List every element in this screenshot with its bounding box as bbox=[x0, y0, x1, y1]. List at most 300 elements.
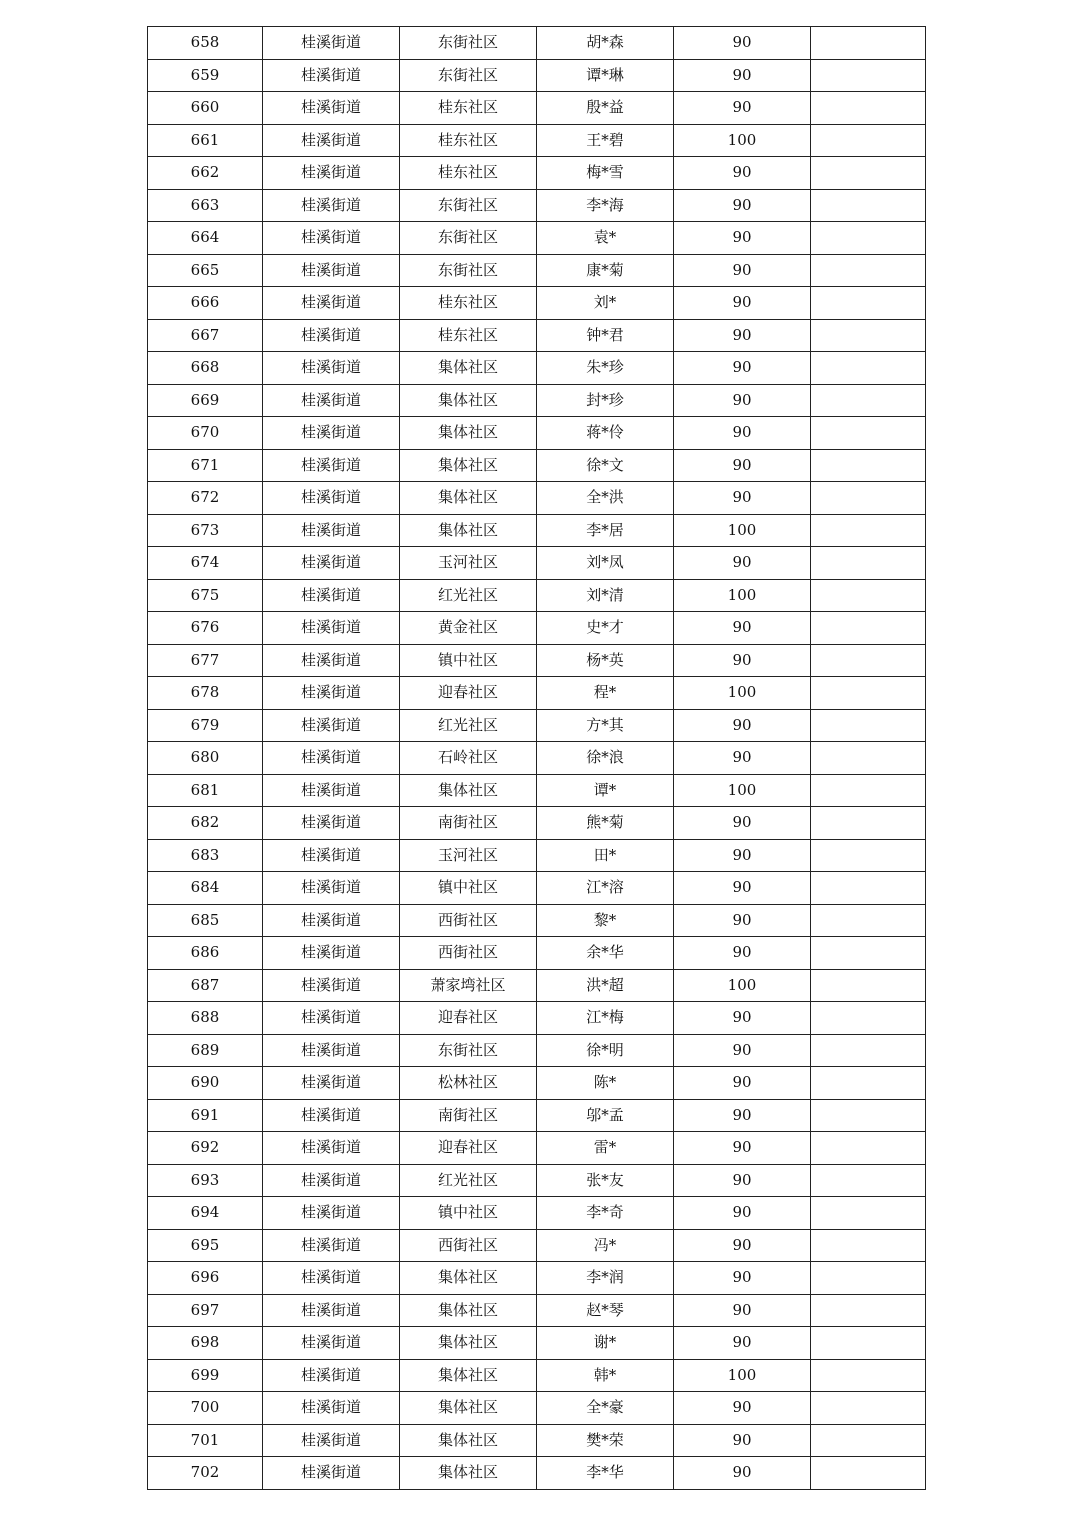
row-number-cell: 696 bbox=[148, 1262, 263, 1295]
table-row bbox=[148, 1457, 926, 1490]
score-cell: 90 bbox=[674, 1262, 811, 1295]
table-row bbox=[148, 742, 926, 775]
score-cell: 90 bbox=[674, 1099, 811, 1132]
remark-cell bbox=[811, 1132, 926, 1165]
remark-cell bbox=[811, 1457, 926, 1490]
name-cell: 袁* bbox=[537, 222, 674, 255]
street-cell: 桂溪街道 bbox=[263, 1392, 400, 1425]
community-cell: 南街社区 bbox=[400, 1099, 537, 1132]
street-cell: 桂溪街道 bbox=[263, 1197, 400, 1230]
score-cell: 90 bbox=[674, 872, 811, 905]
community-cell: 集体社区 bbox=[400, 1392, 537, 1425]
street-cell: 桂溪街道 bbox=[263, 937, 400, 970]
name-cell: 刘*清 bbox=[537, 579, 674, 612]
street-cell: 桂溪街道 bbox=[263, 189, 400, 222]
row-number-cell: 675 bbox=[148, 579, 263, 612]
score-cell: 90 bbox=[674, 839, 811, 872]
name-cell: 田* bbox=[537, 839, 674, 872]
name-cell: 陈* bbox=[537, 1067, 674, 1100]
row-number-cell: 674 bbox=[148, 547, 263, 580]
table-row bbox=[148, 1424, 926, 1457]
remark-cell bbox=[811, 449, 926, 482]
name-cell: 黎* bbox=[537, 904, 674, 937]
table-row bbox=[148, 27, 926, 60]
score-cell: 90 bbox=[674, 1392, 811, 1425]
table-row bbox=[148, 319, 926, 352]
remark-cell bbox=[811, 352, 926, 385]
table-row bbox=[148, 1099, 926, 1132]
table-row bbox=[148, 59, 926, 92]
community-cell: 桂东社区 bbox=[400, 157, 537, 190]
table-row bbox=[148, 222, 926, 255]
remark-cell bbox=[811, 612, 926, 645]
community-cell: 东街社区 bbox=[400, 254, 537, 287]
remark-cell bbox=[811, 157, 926, 190]
roster-table-body bbox=[148, 27, 926, 1490]
street-cell: 桂溪街道 bbox=[263, 839, 400, 872]
remark-cell bbox=[811, 839, 926, 872]
row-number-cell: 678 bbox=[148, 677, 263, 710]
remark-cell bbox=[811, 1099, 926, 1132]
remark-cell bbox=[811, 384, 926, 417]
remark-cell bbox=[811, 254, 926, 287]
community-cell: 萧家塆社区 bbox=[400, 969, 537, 1002]
score-cell: 90 bbox=[674, 189, 811, 222]
row-number-cell: 668 bbox=[148, 352, 263, 385]
remark-cell bbox=[811, 969, 926, 1002]
name-cell: 张*友 bbox=[537, 1164, 674, 1197]
name-cell: 余*华 bbox=[537, 937, 674, 970]
table-row bbox=[148, 839, 926, 872]
remark-cell bbox=[811, 92, 926, 125]
remark-cell bbox=[811, 189, 926, 222]
score-cell: 100 bbox=[674, 124, 811, 157]
score-cell: 90 bbox=[674, 1197, 811, 1230]
row-number-cell: 686 bbox=[148, 937, 263, 970]
remark-cell bbox=[811, 547, 926, 580]
row-number-cell: 684 bbox=[148, 872, 263, 905]
table-row bbox=[148, 417, 926, 450]
street-cell: 桂溪街道 bbox=[263, 92, 400, 125]
street-cell: 桂溪街道 bbox=[263, 709, 400, 742]
name-cell: 胡*森 bbox=[537, 27, 674, 60]
table-row bbox=[148, 384, 926, 417]
community-cell: 迎春社区 bbox=[400, 677, 537, 710]
community-cell: 东街社区 bbox=[400, 27, 537, 60]
score-cell: 90 bbox=[674, 352, 811, 385]
community-cell: 集体社区 bbox=[400, 1262, 537, 1295]
score-cell: 90 bbox=[674, 157, 811, 190]
community-cell: 镇中社区 bbox=[400, 644, 537, 677]
row-number-cell: 701 bbox=[148, 1424, 263, 1457]
table-row bbox=[148, 124, 926, 157]
score-cell: 90 bbox=[674, 384, 811, 417]
remark-cell bbox=[811, 677, 926, 710]
row-number-cell: 691 bbox=[148, 1099, 263, 1132]
street-cell: 桂溪街道 bbox=[263, 612, 400, 645]
remark-cell bbox=[811, 1229, 926, 1262]
name-cell: 李*海 bbox=[537, 189, 674, 222]
remark-cell bbox=[811, 319, 926, 352]
score-cell: 100 bbox=[674, 1359, 811, 1392]
table-row bbox=[148, 1294, 926, 1327]
score-cell: 90 bbox=[674, 742, 811, 775]
row-number-cell: 677 bbox=[148, 644, 263, 677]
community-cell: 集体社区 bbox=[400, 1457, 537, 1490]
community-cell: 集体社区 bbox=[400, 1327, 537, 1360]
score-cell: 90 bbox=[674, 547, 811, 580]
row-number-cell: 690 bbox=[148, 1067, 263, 1100]
street-cell: 桂溪街道 bbox=[263, 1164, 400, 1197]
community-cell: 迎春社区 bbox=[400, 1002, 537, 1035]
table-row bbox=[148, 904, 926, 937]
community-cell: 西街社区 bbox=[400, 1229, 537, 1262]
row-number-cell: 669 bbox=[148, 384, 263, 417]
street-cell: 桂溪街道 bbox=[263, 384, 400, 417]
row-number-cell: 695 bbox=[148, 1229, 263, 1262]
score-cell: 90 bbox=[674, 449, 811, 482]
row-number-cell: 700 bbox=[148, 1392, 263, 1425]
row-number-cell: 683 bbox=[148, 839, 263, 872]
community-cell: 集体社区 bbox=[400, 1294, 537, 1327]
community-cell: 集体社区 bbox=[400, 1424, 537, 1457]
score-cell: 90 bbox=[674, 1067, 811, 1100]
row-number-cell: 685 bbox=[148, 904, 263, 937]
street-cell: 桂溪街道 bbox=[263, 1457, 400, 1490]
row-number-cell: 682 bbox=[148, 807, 263, 840]
remark-cell bbox=[811, 742, 926, 775]
community-cell: 集体社区 bbox=[400, 514, 537, 547]
table-row bbox=[148, 254, 926, 287]
street-cell: 桂溪街道 bbox=[263, 27, 400, 60]
name-cell: 江*溶 bbox=[537, 872, 674, 905]
name-cell: 冯* bbox=[537, 1229, 674, 1262]
street-cell: 桂溪街道 bbox=[263, 319, 400, 352]
remark-cell bbox=[811, 1164, 926, 1197]
street-cell: 桂溪街道 bbox=[263, 287, 400, 320]
score-cell: 100 bbox=[674, 514, 811, 547]
community-cell: 玉河社区 bbox=[400, 839, 537, 872]
score-cell: 90 bbox=[674, 1294, 811, 1327]
table-row bbox=[148, 1229, 926, 1262]
remark-cell bbox=[811, 124, 926, 157]
score-cell: 90 bbox=[674, 612, 811, 645]
remark-cell bbox=[811, 579, 926, 612]
score-cell: 90 bbox=[674, 1327, 811, 1360]
table-row bbox=[148, 189, 926, 222]
row-number-cell: 658 bbox=[148, 27, 263, 60]
name-cell: 李*居 bbox=[537, 514, 674, 547]
street-cell: 桂溪街道 bbox=[263, 1034, 400, 1067]
remark-cell bbox=[811, 1359, 926, 1392]
name-cell: 梅*雪 bbox=[537, 157, 674, 190]
score-cell: 90 bbox=[674, 807, 811, 840]
row-number-cell: 693 bbox=[148, 1164, 263, 1197]
table-row bbox=[148, 807, 926, 840]
row-number-cell: 680 bbox=[148, 742, 263, 775]
community-cell: 集体社区 bbox=[400, 417, 537, 450]
community-cell: 西街社区 bbox=[400, 937, 537, 970]
score-cell: 100 bbox=[674, 774, 811, 807]
row-number-cell: 687 bbox=[148, 969, 263, 1002]
community-cell: 黄金社区 bbox=[400, 612, 537, 645]
score-cell: 90 bbox=[674, 1457, 811, 1490]
score-cell: 90 bbox=[674, 644, 811, 677]
score-cell: 90 bbox=[674, 709, 811, 742]
row-number-cell: 659 bbox=[148, 59, 263, 92]
street-cell: 桂溪街道 bbox=[263, 579, 400, 612]
community-cell: 石岭社区 bbox=[400, 742, 537, 775]
score-cell: 90 bbox=[674, 1132, 811, 1165]
name-cell: 朱*珍 bbox=[537, 352, 674, 385]
score-cell: 90 bbox=[674, 1034, 811, 1067]
street-cell: 桂溪街道 bbox=[263, 904, 400, 937]
score-cell: 90 bbox=[674, 482, 811, 515]
community-cell: 集体社区 bbox=[400, 384, 537, 417]
community-cell: 镇中社区 bbox=[400, 872, 537, 905]
community-cell: 桂东社区 bbox=[400, 92, 537, 125]
table-row bbox=[148, 92, 926, 125]
score-cell: 100 bbox=[674, 579, 811, 612]
table-row bbox=[148, 1392, 926, 1425]
name-cell: 徐*明 bbox=[537, 1034, 674, 1067]
street-cell: 桂溪街道 bbox=[263, 417, 400, 450]
street-cell: 桂溪街道 bbox=[263, 547, 400, 580]
community-cell: 东街社区 bbox=[400, 1034, 537, 1067]
name-cell: 全*洪 bbox=[537, 482, 674, 515]
name-cell: 方*其 bbox=[537, 709, 674, 742]
street-cell: 桂溪街道 bbox=[263, 1067, 400, 1100]
street-cell: 桂溪街道 bbox=[263, 1002, 400, 1035]
street-cell: 桂溪街道 bbox=[263, 352, 400, 385]
street-cell: 桂溪街道 bbox=[263, 449, 400, 482]
name-cell: 全*豪 bbox=[537, 1392, 674, 1425]
row-number-cell: 661 bbox=[148, 124, 263, 157]
score-cell: 100 bbox=[674, 677, 811, 710]
row-number-cell: 698 bbox=[148, 1327, 263, 1360]
score-cell: 90 bbox=[674, 1002, 811, 1035]
row-number-cell: 694 bbox=[148, 1197, 263, 1230]
row-number-cell: 697 bbox=[148, 1294, 263, 1327]
street-cell: 桂溪街道 bbox=[263, 1327, 400, 1360]
row-number-cell: 673 bbox=[148, 514, 263, 547]
table-row bbox=[148, 709, 926, 742]
community-cell: 东街社区 bbox=[400, 222, 537, 255]
street-cell: 桂溪街道 bbox=[263, 157, 400, 190]
name-cell: 谭* bbox=[537, 774, 674, 807]
remark-cell bbox=[811, 1262, 926, 1295]
name-cell: 殷*益 bbox=[537, 92, 674, 125]
street-cell: 桂溪街道 bbox=[263, 969, 400, 1002]
row-number-cell: 664 bbox=[148, 222, 263, 255]
community-cell: 红光社区 bbox=[400, 1164, 537, 1197]
row-number-cell: 660 bbox=[148, 92, 263, 125]
row-number-cell: 679 bbox=[148, 709, 263, 742]
row-number-cell: 699 bbox=[148, 1359, 263, 1392]
table-row bbox=[148, 287, 926, 320]
table-row bbox=[148, 969, 926, 1002]
table-row bbox=[148, 1132, 926, 1165]
score-cell: 90 bbox=[674, 319, 811, 352]
street-cell: 桂溪街道 bbox=[263, 254, 400, 287]
row-number-cell: 666 bbox=[148, 287, 263, 320]
name-cell: 封*珍 bbox=[537, 384, 674, 417]
remark-cell bbox=[811, 59, 926, 92]
row-number-cell: 689 bbox=[148, 1034, 263, 1067]
table-row bbox=[148, 547, 926, 580]
table-row bbox=[148, 1197, 926, 1230]
score-cell: 90 bbox=[674, 222, 811, 255]
table-row bbox=[148, 579, 926, 612]
name-cell: 程* bbox=[537, 677, 674, 710]
table-row bbox=[148, 157, 926, 190]
name-cell: 刘*凤 bbox=[537, 547, 674, 580]
remark-cell bbox=[811, 937, 926, 970]
street-cell: 桂溪街道 bbox=[263, 1229, 400, 1262]
street-cell: 桂溪街道 bbox=[263, 644, 400, 677]
remark-cell bbox=[811, 417, 926, 450]
name-cell: 樊*荣 bbox=[537, 1424, 674, 1457]
street-cell: 桂溪街道 bbox=[263, 1262, 400, 1295]
remark-cell bbox=[811, 807, 926, 840]
community-cell: 集体社区 bbox=[400, 449, 537, 482]
row-number-cell: 665 bbox=[148, 254, 263, 287]
street-cell: 桂溪街道 bbox=[263, 742, 400, 775]
remark-cell bbox=[811, 872, 926, 905]
remark-cell bbox=[811, 709, 926, 742]
table-row bbox=[148, 872, 926, 905]
row-number-cell: 672 bbox=[148, 482, 263, 515]
community-cell: 集体社区 bbox=[400, 482, 537, 515]
name-cell: 江*梅 bbox=[537, 1002, 674, 1035]
table-row bbox=[148, 1359, 926, 1392]
table-row bbox=[148, 774, 926, 807]
score-cell: 90 bbox=[674, 27, 811, 60]
table-row bbox=[148, 1327, 926, 1360]
community-cell: 红光社区 bbox=[400, 709, 537, 742]
remark-cell bbox=[811, 904, 926, 937]
community-cell: 红光社区 bbox=[400, 579, 537, 612]
name-cell: 赵*琴 bbox=[537, 1294, 674, 1327]
community-cell: 迎春社区 bbox=[400, 1132, 537, 1165]
name-cell: 王*碧 bbox=[537, 124, 674, 157]
community-cell: 桂东社区 bbox=[400, 319, 537, 352]
name-cell: 谭*琳 bbox=[537, 59, 674, 92]
row-number-cell: 692 bbox=[148, 1132, 263, 1165]
name-cell: 韩* bbox=[537, 1359, 674, 1392]
street-cell: 桂溪街道 bbox=[263, 222, 400, 255]
street-cell: 桂溪街道 bbox=[263, 1424, 400, 1457]
community-cell: 东街社区 bbox=[400, 189, 537, 222]
name-cell: 刘* bbox=[537, 287, 674, 320]
street-cell: 桂溪街道 bbox=[263, 807, 400, 840]
row-number-cell: 681 bbox=[148, 774, 263, 807]
table-row bbox=[148, 352, 926, 385]
name-cell: 谢* bbox=[537, 1327, 674, 1360]
row-number-cell: 688 bbox=[148, 1002, 263, 1035]
score-cell: 90 bbox=[674, 287, 811, 320]
remark-cell bbox=[811, 774, 926, 807]
community-cell: 镇中社区 bbox=[400, 1197, 537, 1230]
remark-cell bbox=[811, 1002, 926, 1035]
community-cell: 东街社区 bbox=[400, 59, 537, 92]
street-cell: 桂溪街道 bbox=[263, 1132, 400, 1165]
street-cell: 桂溪街道 bbox=[263, 774, 400, 807]
row-number-cell: 667 bbox=[148, 319, 263, 352]
score-cell: 90 bbox=[674, 59, 811, 92]
street-cell: 桂溪街道 bbox=[263, 1099, 400, 1132]
name-cell: 徐*文 bbox=[537, 449, 674, 482]
row-number-cell: 676 bbox=[148, 612, 263, 645]
remark-cell bbox=[811, 514, 926, 547]
street-cell: 桂溪街道 bbox=[263, 1359, 400, 1392]
remark-cell bbox=[811, 222, 926, 255]
score-cell: 90 bbox=[674, 92, 811, 125]
street-cell: 桂溪街道 bbox=[263, 59, 400, 92]
score-cell: 100 bbox=[674, 969, 811, 1002]
community-cell: 桂东社区 bbox=[400, 287, 537, 320]
score-cell: 90 bbox=[674, 1229, 811, 1262]
table-row bbox=[148, 1002, 926, 1035]
table-row bbox=[148, 514, 926, 547]
remark-cell bbox=[811, 287, 926, 320]
score-cell: 90 bbox=[674, 1164, 811, 1197]
remark-cell bbox=[811, 1392, 926, 1425]
table-row bbox=[148, 482, 926, 515]
name-cell: 蒋*伶 bbox=[537, 417, 674, 450]
community-cell: 玉河社区 bbox=[400, 547, 537, 580]
table-row bbox=[148, 1067, 926, 1100]
table-row bbox=[148, 612, 926, 645]
row-number-cell: 670 bbox=[148, 417, 263, 450]
community-cell: 松林社区 bbox=[400, 1067, 537, 1100]
street-cell: 桂溪街道 bbox=[263, 124, 400, 157]
remark-cell bbox=[811, 1197, 926, 1230]
name-cell: 康*菊 bbox=[537, 254, 674, 287]
table-row bbox=[148, 1034, 926, 1067]
roster-table bbox=[147, 26, 926, 1490]
name-cell: 徐*浪 bbox=[537, 742, 674, 775]
community-cell: 南街社区 bbox=[400, 807, 537, 840]
name-cell: 李*华 bbox=[537, 1457, 674, 1490]
remark-cell bbox=[811, 644, 926, 677]
street-cell: 桂溪街道 bbox=[263, 514, 400, 547]
table-row bbox=[148, 937, 926, 970]
community-cell: 集体社区 bbox=[400, 774, 537, 807]
row-number-cell: 662 bbox=[148, 157, 263, 190]
community-cell: 西街社区 bbox=[400, 904, 537, 937]
street-cell: 桂溪街道 bbox=[263, 677, 400, 710]
name-cell: 洪*超 bbox=[537, 969, 674, 1002]
remark-cell bbox=[811, 1034, 926, 1067]
name-cell: 雷* bbox=[537, 1132, 674, 1165]
street-cell: 桂溪街道 bbox=[263, 482, 400, 515]
score-cell: 90 bbox=[674, 417, 811, 450]
table-row bbox=[148, 1262, 926, 1295]
name-cell: 熊*菊 bbox=[537, 807, 674, 840]
remark-cell bbox=[811, 27, 926, 60]
name-cell: 史*才 bbox=[537, 612, 674, 645]
name-cell: 邬*孟 bbox=[537, 1099, 674, 1132]
community-cell: 集体社区 bbox=[400, 1359, 537, 1392]
table-row bbox=[148, 644, 926, 677]
community-cell: 桂东社区 bbox=[400, 124, 537, 157]
table-row bbox=[148, 1164, 926, 1197]
remark-cell bbox=[811, 1067, 926, 1100]
score-cell: 90 bbox=[674, 1424, 811, 1457]
row-number-cell: 702 bbox=[148, 1457, 263, 1490]
remark-cell bbox=[811, 1294, 926, 1327]
